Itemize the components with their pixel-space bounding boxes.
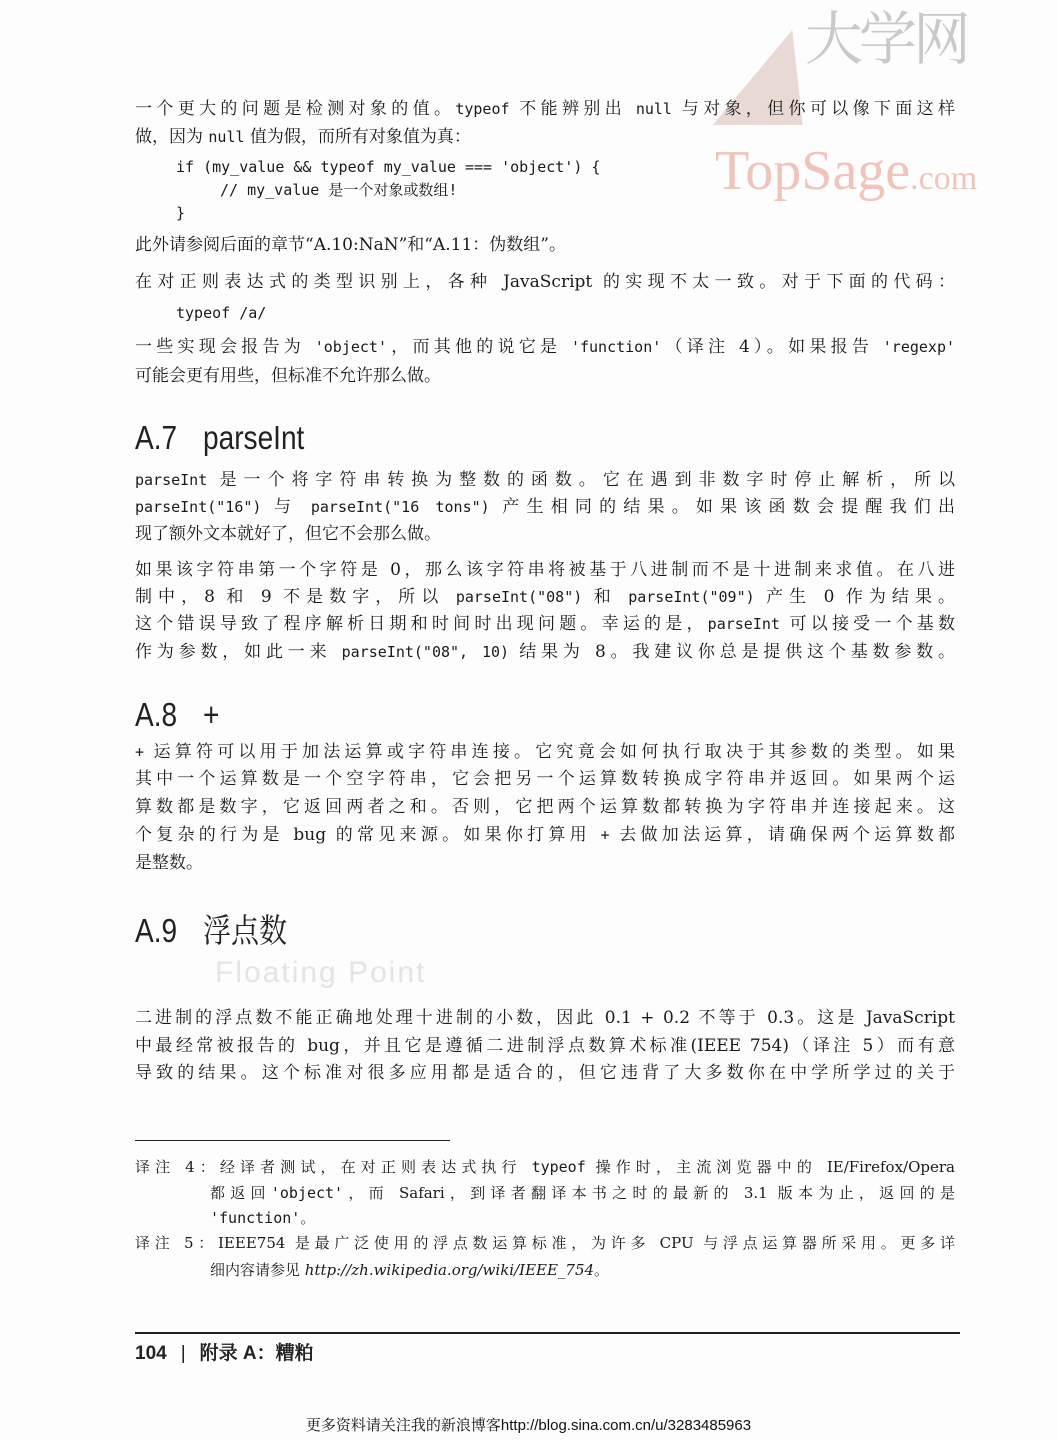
blog-note: 更多资料请关注我的新浪博客http://blog.sina.com.cn/u/3283485963	[305, 1417, 752, 1434]
text-segment: 译注 4：经译者测试，在对正则表达式执行	[135, 1158, 532, 1176]
text-line	[135, 97, 955, 121]
text-segment: 个复杂的行为是 bug 的常见来源。如果你打算用	[135, 825, 601, 845]
text-segment: 结果为 8。我建议你总是提供这个基数参数。	[509, 642, 955, 662]
footer-rule	[135, 1332, 960, 1334]
inline-code: parseInt	[135, 471, 208, 489]
text-segment: （译注 4）。如果报告	[661, 337, 883, 357]
text-line	[135, 767, 955, 791]
text-segment: 此外请参阅后面的章节“A.10:NaN”和“A.11：伪数组”。	[135, 235, 567, 255]
footnote-divider	[135, 1140, 450, 1141]
inline-code: +	[135, 743, 145, 761]
text-segment: 可以接受一个基数	[779, 614, 956, 634]
text-segment: 算数都是数字，它返回两者之和。否则，它把两个运算数都转换为字符串并连接起来。这	[135, 797, 955, 817]
text-segment: 做，因为	[135, 127, 209, 147]
watermark-cn: 大学网	[805, 5, 968, 73]
text-segment: 都返回	[210, 1184, 271, 1202]
text-segment: }	[176, 204, 186, 222]
text-segment: 作为参数，如此一来	[135, 642, 342, 662]
text-segment: 产生相同的结果。如果该函数会提醒我们出	[489, 497, 955, 517]
inline-code: null	[208, 128, 245, 146]
text-segment: 二进制的浮点数不能正确地处理十进制的小数，因此 0.1 + 0.2 不等于 0.3。这是 JavaScript	[135, 1008, 955, 1028]
section-heading-a8: A.8 +	[135, 696, 220, 733]
inline-code: parseInt("08", 10)	[341, 643, 510, 661]
text-segment: 运算符可以用于加法运算或字符串连接。它究竟会如何执行取决于其参数的类型。如果	[144, 742, 955, 762]
text-line	[135, 270, 955, 294]
inline-code: 'object'	[314, 338, 387, 356]
text-segment: 操作时，主流浏览器中的 IE/Firefox/Opera	[585, 1158, 955, 1176]
text-segment: ，而其他的说它是	[386, 337, 571, 357]
text-line	[135, 740, 955, 764]
text-segment: 一个更大的问题是检测对象的值。	[135, 99, 456, 119]
text-segment: 制中，8 和 9 不是数字，所以	[135, 587, 456, 607]
text-line	[135, 495, 955, 519]
inline-code: parseInt("16")	[135, 498, 262, 516]
code-line	[176, 201, 185, 225]
code-line	[220, 178, 457, 202]
inline-code: parseInt	[707, 615, 780, 633]
chapter-name: 附录 A：糟粕	[199, 1343, 314, 1364]
inline-code: parseInt("16 tons")	[310, 498, 490, 516]
text-line	[135, 851, 203, 875]
url-text: http://zh.wikipedia.org/wiki/IEEE_754	[304, 1261, 595, 1279]
inline-code: +	[600, 826, 610, 844]
text-line	[135, 125, 471, 149]
inline-code: null	[635, 100, 672, 118]
text-line	[135, 468, 955, 492]
text-segment: 译注 5：IEEE754 是最广泛使用的浮点数运算标准，为许多 CPU 与浮点运算器所采用。更多详	[135, 1234, 955, 1252]
text-line	[135, 612, 955, 636]
text-segment: 一些实现会报告为	[135, 337, 315, 357]
footnote-line	[210, 1259, 609, 1281]
page-footer: 104 | 附录 A：糟粕	[135, 1343, 314, 1364]
text-line	[135, 640, 955, 664]
inline-code: 'regexp'	[882, 338, 956, 356]
footnote-line	[135, 1232, 955, 1254]
text-segment: if (my_value && typeof my_value === 'object') {	[176, 158, 601, 176]
inline-code: 'object'	[270, 1184, 344, 1202]
text-segment: 中最经常被报告的 bug，并且它是遵循二进制浮点数算术标准(IEEE 754)（译注 5）而有意	[135, 1036, 955, 1056]
text-segment: 去做加法运算，请确保两个运算数都	[609, 825, 955, 845]
text-segment: 导致的结果。这个标准对很多应用都是适合的，但它违背了大多数你在中学所学过的关于	[135, 1063, 955, 1083]
section-heading-a9: A.9 浮点数	[135, 912, 288, 949]
text-segment: 是整数。	[135, 853, 203, 873]
text-line	[135, 522, 441, 546]
footnote-line	[210, 1182, 955, 1204]
text-line	[135, 585, 955, 609]
text-line	[135, 233, 566, 257]
footnote-line	[135, 1156, 955, 1178]
text-segment: 其中一个运算数是一个空字符串，它会把另一个运算数转换成字符串并返回。如果两个运	[135, 769, 955, 789]
text-line	[135, 823, 955, 847]
inline-code: typeof	[455, 100, 510, 118]
text-segment: 与对象，但你可以像下面这样	[671, 99, 956, 119]
text-segment: typeof /a/	[176, 304, 267, 322]
text-line	[135, 795, 955, 819]
inline-code: parseInt("08")	[455, 588, 583, 606]
text-segment: 在对正则表达式的类型识别上，各种 JavaScript 的实现不太一致。对于下面的代码：	[135, 272, 955, 292]
text-segment: 细内容请参见	[210, 1261, 305, 1279]
text-segment: 和	[582, 587, 629, 607]
text-line	[135, 364, 441, 388]
text-line	[135, 558, 955, 582]
page-number: 104	[135, 1343, 167, 1364]
text-line	[135, 335, 955, 359]
text-segment: // my_value 是一个对象或数组!	[220, 181, 458, 199]
inline-code: typeof	[531, 1158, 586, 1176]
text-segment: ，而 Safari，到译者翻译本书之时的最新的 3.1 版本为止，返回的是	[343, 1184, 955, 1202]
text-segment: 值为假，而所有对象值为真：	[244, 127, 471, 147]
text-line	[135, 1006, 955, 1030]
text-segment: 与	[261, 497, 311, 517]
text-line	[135, 1034, 955, 1058]
text-segment: 产生 0 作为结果。	[754, 587, 956, 607]
ghost-subtitle: Floating Point	[215, 956, 427, 989]
text-segment: 。	[300, 1209, 316, 1227]
text-segment: 不能辨别出	[509, 99, 636, 119]
text-line	[135, 1061, 955, 1085]
text-segment: 现了额外文本就好了，但它不会那么做。	[135, 524, 441, 544]
inline-code: 'function'	[210, 1209, 301, 1227]
code-line	[176, 301, 266, 325]
text-segment: 可能会更有用些，但标准不允许那么做。	[135, 366, 441, 386]
text-segment: 如果该字符串第一个字符是 0，那么该字符串将被基于八进制而不是十进制来求值。在八进	[135, 560, 955, 580]
section-heading-a7: A.7 parseInt	[135, 419, 305, 456]
text-segment: 这个错误导致了程序解析日期和时间时出现问题。幸运的是，	[135, 614, 708, 634]
text-segment: 是一个将字符串转换为整数的函数。它在遇到非数字时停止解析，所以	[207, 470, 955, 490]
text-segment: 。	[594, 1261, 610, 1279]
watermark-text: TopSage.com	[715, 140, 978, 202]
inline-code: 'function'	[570, 338, 662, 356]
footnote-line	[210, 1207, 315, 1229]
inline-code: parseInt("09")	[628, 588, 755, 606]
code-line	[176, 155, 600, 179]
